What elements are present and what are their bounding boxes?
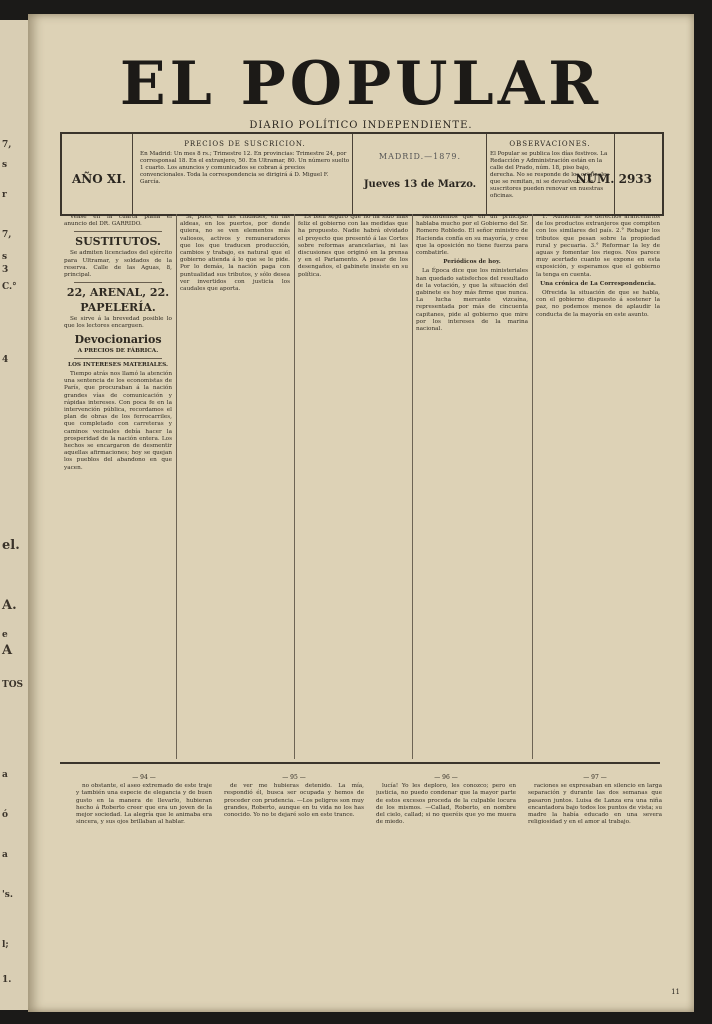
folletin-column-2 xyxy=(224,774,364,1006)
prev-page-fragment: a xyxy=(2,770,8,780)
article-text: Ofrecida la situación de que se habla, con el gobierno dispuesto á sostener la paz, no podemos menos de aplaudir la conducta de la mayoría en este asunto. xyxy=(536,290,660,318)
ad-text: Se admiten licenciados del ejército para Ultramar, y soldados de la reserva. Calle de las Aguas, 8, principal. xyxy=(64,250,172,279)
article-text: 1.° Aumentar los derechos arancelarios de los productos extranjeros que compiten con los similares del país. 2.° Rebajar los tributos que pesan sobre la propiedad rural y pecuaria. 3.° Reformar la ley de aguas y fomentar los riegos. Nos parece muy acertado cuanto se expone en esta exposición, y esperamos que el gobierno la tenga en cuenta. xyxy=(536,214,660,278)
column-2 xyxy=(180,214,290,759)
prev-page-fragment: A xyxy=(2,643,13,658)
folletin-page-number: — 97 — xyxy=(583,774,607,781)
observations-title: OBSERVACIONES. xyxy=(509,140,591,148)
prev-page-fragment: l; xyxy=(2,940,9,950)
article-text: Tiempo atrás nos llamó la atención una sentencia de los economistas de París, que procuraban á la nación grandes vías de comunicación y rápidas intereses. Con poca fe en la intervención pública, recordamos el plan de obras de los ferrocarriles, que completado con carreteras y caminos vecinales debía hacer la prosperidad de la nación entera. Los hechos se encargaron de desmentir aquellas afirmaciones; hoy se quejan los pueblos del abandono en que yacen. xyxy=(64,371,172,471)
folletin-page-number: — 96 — xyxy=(434,774,458,781)
column-5 xyxy=(536,214,660,759)
prev-page-fragment: 7, xyxy=(2,140,12,150)
newspaper-title: EL POPULAR xyxy=(119,49,603,119)
ad-heading: PAPELERÍA. xyxy=(80,301,156,315)
prev-page-fragment: A. xyxy=(2,598,17,613)
column-rule xyxy=(412,214,413,759)
section-heading: LOS INTERESES MATERIALES. xyxy=(67,361,169,368)
ad-heading: 22, ARENAL, 22. xyxy=(66,286,170,300)
prev-page-fragment: ó xyxy=(2,810,9,820)
folletin-column-1 xyxy=(76,774,212,1006)
column-3 xyxy=(298,214,408,759)
divider xyxy=(74,231,162,232)
folletin-column-3 xyxy=(376,774,516,1006)
newspaper-subtitle: DIARIO POLÍTICO INDEPENDIENTE. xyxy=(249,120,473,131)
ad-text: Se sirve á la brevedad posible lo que los lectores encarguen. xyxy=(64,316,172,330)
divider xyxy=(74,282,162,283)
article-text: La Época dice que los ministeriales han quedado satisfechos del resultado de la votación, y que la situación del gabinete es hoy más firme que nunca. La lucha mercante vizcaína, representada por más de cincuenta capitanes, pide al gobierno que mire por los intereses de la marina nacional. xyxy=(416,268,528,333)
prev-page-fragment: e xyxy=(2,630,8,640)
section-heading: Una crónica de La Correspondencia. xyxy=(540,280,656,287)
folletin-column-4 xyxy=(528,774,662,1006)
column-1 xyxy=(64,214,172,759)
ad-heading: Devocionarios xyxy=(74,332,162,346)
subscription-title: PRECIOS DE SUSCRICION. xyxy=(184,140,306,148)
ad-text: A PRECIOS DE FÁBRICA. xyxy=(77,347,159,354)
divider xyxy=(132,134,133,214)
folletin-page-number: — 95 — xyxy=(282,774,306,781)
header-info-box xyxy=(60,132,664,216)
issue-number: NÚM. 2933 xyxy=(575,172,652,186)
prev-page-fragment: s xyxy=(2,160,8,170)
previous-page-edge xyxy=(0,20,31,1010)
divider xyxy=(486,134,487,214)
folletin-divider xyxy=(60,762,660,764)
issue-date: Jueves 13 de Marzo. xyxy=(363,179,477,190)
year-label: AÑO XI. xyxy=(72,172,127,186)
prev-page-fragment: el. xyxy=(2,538,20,553)
column-4 xyxy=(416,214,528,759)
column-rule xyxy=(532,214,533,759)
prev-page-fragment: a xyxy=(2,850,8,860)
prev-page-fragment: 1. xyxy=(2,975,12,985)
prev-page-fragment: TOS xyxy=(2,680,24,690)
page-number: 11 xyxy=(671,988,680,996)
observations-text: El Popular se publica los días festivos. La Redacción y Administración están en la calle del Prado, núm. 18, piso bajo, derecha. No se responde de los originales que se remitan, ni se devuelven. Los suscritores pueden renovar en nuestras oficinas. xyxy=(490,151,610,199)
article-text: Si, pues, en las ciudades, en las aldeas, en los puertos, por donde quiera, no se ven elementos más valiosos, activos y remuneradores que los que traducen producción, cambios y trabajo, es natural que el gobierno atienda á lo que se le pide. Por lo demás, la nación paga con puntualidad sus tributos, y sólo desea ver invertidos con justicia los caudales que aporta. xyxy=(180,214,290,293)
prev-page-fragment: 's. xyxy=(2,890,13,900)
subscription-text: En Madrid: Un mes 8 rs.; Trimestre 12. En provincias: Trimestre 24, por corresponsal 18. En el extranjero, 50. En Ultramar, 80. Un número suelto 1 cuarto. Los anuncios y comunicados se cobran á precios convencionales. Toda la correspondencia se dirigirá á D. Miguel F. García. xyxy=(140,151,350,185)
column-rule xyxy=(176,214,177,759)
article-text: Recordemos que en un principio hablaba mucho por el Gobierno del Sr. Romero Robledo. El señor ministro de Hacienda confía en su mayoría, y cree que la oposición no tiene fuerza para combatirle. xyxy=(416,214,528,257)
prev-page-fragment: 3 xyxy=(2,265,9,275)
article-text: Es bien seguro que no ha sido más feliz el gobierno con las medidas que ha propuesto. Nadie habrá olvidado el proyecto que presentó á las Cortes sobre reformas arancelarias, ni las discusiones que originó en la prensa y en el Parlamento. A pesar de los desengaños, el gabinete insiste en su política. xyxy=(298,214,408,278)
prev-page-fragment: 7, xyxy=(2,230,12,240)
newspaper-page xyxy=(28,14,694,1012)
notice-text: Véase en la cuarta plana el anuncio del DR. GARRIDO. xyxy=(64,214,172,228)
prev-page-fragment: s xyxy=(2,252,8,262)
folletin-text: lucía! Yo les deploro, les conozco; pero en justicia, no puedo condenar que la mayor parte de estos excesos proceda de la culpable locura de los mismos. —Callad, Roberto, en nombre del cielo, callad; si no queréis que yo me muera de miedo. xyxy=(376,783,516,826)
prev-page-fragment: r xyxy=(2,190,7,200)
section-heading: Periódicos de hoy. xyxy=(443,259,501,266)
folletin-text: no obstante, el aseo extremado de este traje y también una especie de elegancia y de buen gusto en la manera de llevarlo, hubieran hecho á Roberto creer que era un joven de la mejor sociedad. La alegría que le animaba era sincera, y sus ojos brillaban al hablar. xyxy=(76,783,212,826)
prev-page-fragment: C.° xyxy=(2,282,17,292)
ad-heading: SUSTITUTOS. xyxy=(75,235,161,249)
folletin-page-number: — 94 — xyxy=(132,774,156,781)
folletin-text: raciones se expresaban en silencio en larga separación y durante las dos semanas que pasaron juntos. Luisa de Lanza era una niña encantadora bajo todos los puntos de vista; su madre la había educado en una severa religiosidad y en el amor al trabajo. xyxy=(528,783,662,826)
divider xyxy=(352,134,353,214)
folletin-text: de ver me hubieras detenido. La mía, respondió él, busca ser ocupada y hemos de proceder con prudencia. —Los peligros son muy grandes, Roberto, aunque en tu vida no los has conocido. Yo no te dejaré solo en este trance. xyxy=(224,783,364,819)
prev-page-fragment: 4 xyxy=(2,355,9,365)
city-year: MADRID.—1879. xyxy=(378,152,462,161)
divider xyxy=(74,358,162,359)
column-rule xyxy=(294,214,295,759)
